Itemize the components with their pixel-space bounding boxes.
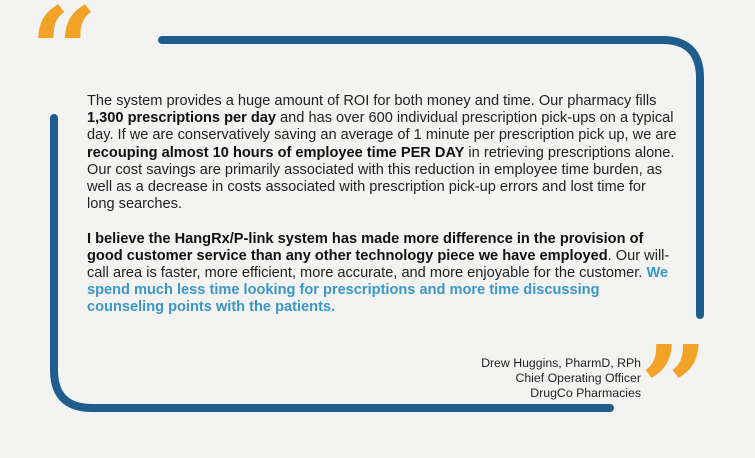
- quote-text-span: . Our will-call area is faster, more efficient, more accurate, and more enjoyable for the customer.: [87, 247, 670, 282]
- quote-emphasis: recouping almost 10 hours of employee time PER DAY: [87, 144, 465, 161]
- quote-paragraph-2: [87, 231, 677, 317]
- quote-text-span: and has over 600 individual prescription pick-ups on a typical day. If we are conservatively saving an average of 1 minute per prescription pick up, we are: [87, 110, 677, 144]
- close-quote-icon: ”: [640, 319, 708, 458]
- quote-emphasis: I believe the HangRx/P-link system has made more difference in the provision of good customer service than any other technology piece we have employed: [87, 230, 644, 264]
- attribution-title: Chief Operating Officer: [515, 371, 641, 385]
- attribution: [481, 356, 641, 401]
- attribution-company: DrugCo Pharmacies: [530, 386, 641, 400]
- quote-paragraph-1: [87, 93, 677, 213]
- quote-highlight: We spend much less time looking for prescriptions and more time discussing counseling points with the patients.: [87, 265, 669, 316]
- quote-text-span: The system provides a huge amount of ROI for both money and time. Our pharmacy fills: [87, 93, 657, 109]
- open-quote-icon: “: [30, 0, 98, 120]
- attribution-name: Drew Huggins, PharmD, RPh: [481, 356, 641, 370]
- testimonial-quote: [87, 93, 677, 317]
- quote-emphasis: 1,300 prescriptions per day: [87, 110, 276, 127]
- quote-text-span: in retrieving prescriptions alone. Our cost savings are primarily associated with this reduction in employee time burden, as well as a decrease in costs associated with prescription pick-up errors and lost time for long searches.: [87, 144, 675, 213]
